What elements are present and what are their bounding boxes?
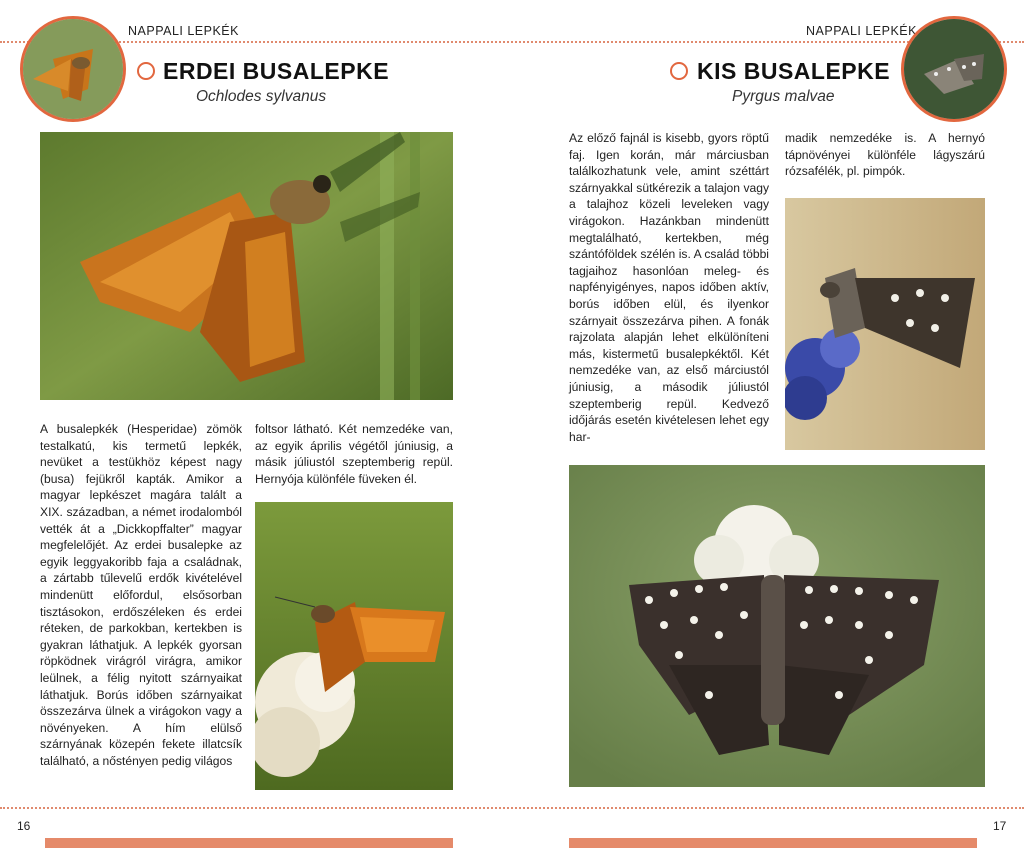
left-body-text-col2: [255, 421, 453, 487]
left-page-number: 16: [17, 819, 31, 833]
left-latin-name: Ochlodes sylvanus: [196, 88, 327, 105]
right-thumbnail-photo: [901, 16, 1007, 122]
left-thumbnail-photo: [20, 16, 126, 122]
left-main-photo: [40, 132, 453, 400]
right-body-paragraph-1: Az előző fajnál is kisebb, gyors röptű faj. Igen korán, már márciusban találkozhatunk vele, amint széttárt szárnyakkal sütkérezik a talajon vagy a talajhoz közeli leveleken vagy virágokon. Hazánkban mindenütt megtalálható, kertekben, még szántóföldek szélén is. A család többi tagjaihoz hasonlóan meleg- és napfényigényes, napos időben aktív, borús időben elül, és ilyenkor szárnyait összezárva pihen. A fonák rajzolata alapján lehet elkülöníteni más, kistermetű busalepkéktől. Két nemzedéke van, az első márciustól júniusig, a második júliustól szeptemberig repül. Kedvező időjárás esetén kivételesen lehet egy har-: [569, 131, 769, 444]
right-secondary-photo: [785, 198, 985, 450]
right-body-text-col1: [569, 130, 769, 445]
left-species-title: ERDEI BUSALEPKE: [163, 58, 390, 84]
left-title-ring-icon: [137, 62, 155, 80]
header-dotted-rule: [0, 41, 1024, 43]
left-running-header: NAPPALI LEPKÉK: [128, 24, 239, 38]
footer-dotted-rule: [0, 807, 1024, 809]
left-footer-bar: [45, 838, 453, 848]
left-body-paragraph-1: A busalepkék (Hesperidae) zömök testalkatú, kis termetű lepkék, nevüket a testükhöz képest nagy (busa) fejükről kapták. Amikor a magyar lepkészet magára talált a XIX. században, a német irodalomból vették át a „Dickkopffalter” magyar megfelelőjét. Az erdei busalepke az egyik leggyakoribb faja a családnak, a zártabb tűlevelű erdők kivételével mindenütt előfordul, elsősorban tisztásokon, erdőszéleken és erdei réteken, de parkokban, kertekben is gyakran láthatjuk. A lepkék gyorsan röpködnek virágról virágra, amikor leülnek, a félig nyitott szárnyaikat láthatjuk. Borús időben szárnyaikat összezárva ülnek a virágokon vagy a növényeken. A hím elülső szárnyának közepén fekete illatcsík található, a nőstényen pedig világos: [40, 422, 242, 768]
right-body-text-col2: [785, 130, 985, 180]
right-page-number: 17: [993, 819, 1007, 833]
right-running-header: NAPPALI LEPKÉK: [806, 24, 917, 38]
left-secondary-photo: [255, 502, 453, 790]
right-footer-bar: [569, 838, 977, 848]
left-body-text-col1: [40, 421, 242, 769]
right-latin-name: Pyrgus malvae: [732, 88, 835, 105]
left-body-paragraph-2: foltsor látható. Két nemzedéke van, az egyik április végétől júniusig, a másik júliustól szeptemberig repül. Hernyója különféle füveken él.: [255, 422, 453, 486]
right-main-photo: [569, 465, 985, 787]
right-species-title: KIS BUSALEPKE: [697, 58, 891, 84]
right-title-ring-icon: [670, 62, 688, 80]
right-body-paragraph-2: madik nemzedéke is. A hernyó tápnövényei különféle lágyszárú rózsafélék, pl. pimpók.: [785, 131, 985, 179]
